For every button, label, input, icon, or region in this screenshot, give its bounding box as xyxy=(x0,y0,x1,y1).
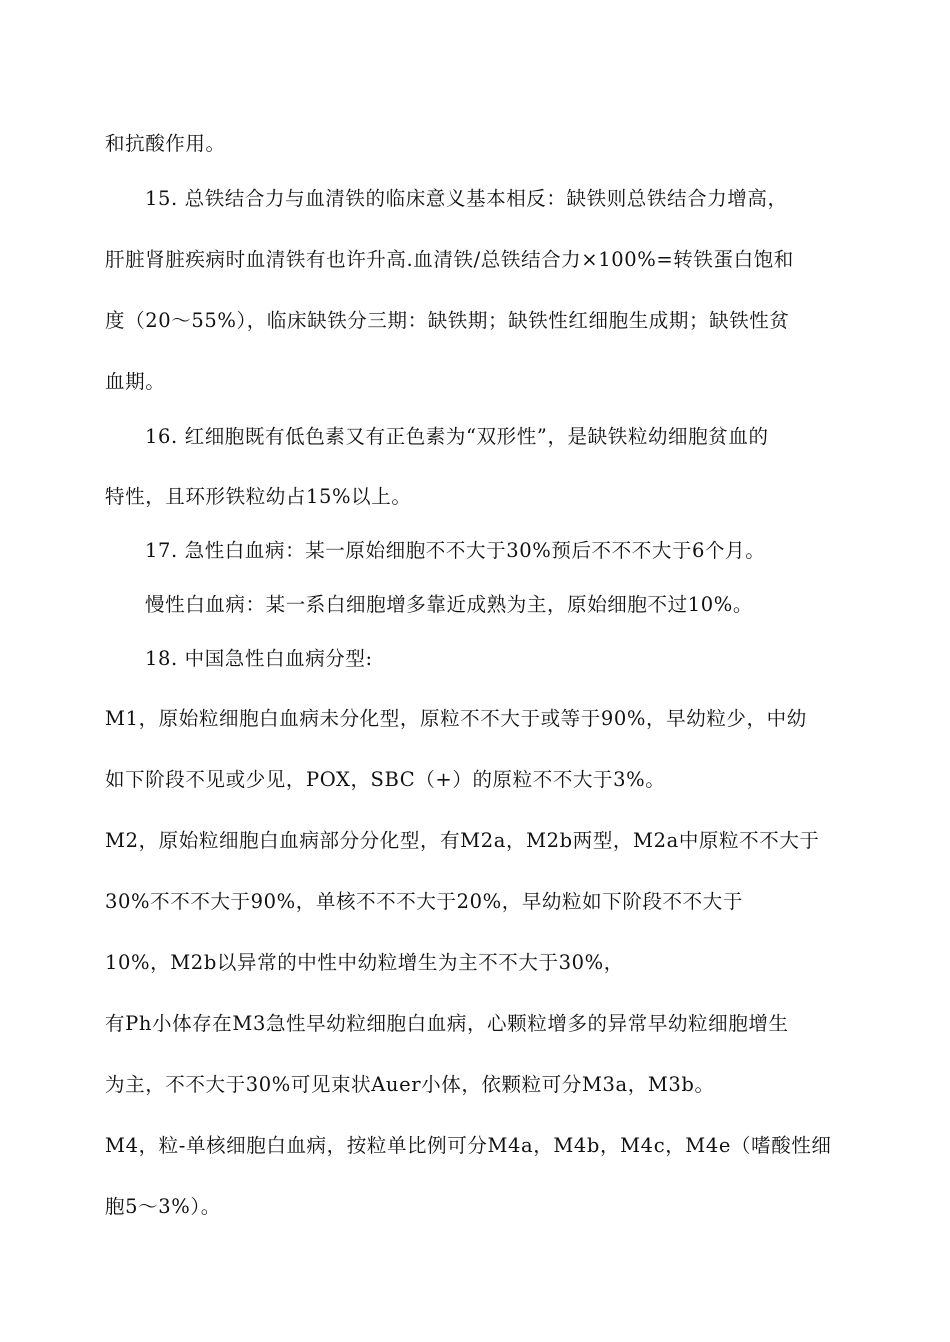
text-line: 度（20～55%），临床缺铁分三期：缺铁期；缺铁性红细胞生成期；缺铁性贫 xyxy=(105,309,790,332)
text-line: 肝脏肾脏疾病时血清铁有也许升高.血清铁/总铁结合力×100%=转铁蛋白饱和 xyxy=(105,248,794,271)
text-line: 和抗酸作用。 xyxy=(105,132,226,155)
text-line: 如下阶段不见或少见，POX，SBC（+）的原粒不不大于3%。 xyxy=(105,768,666,791)
text-line: 16. 红细胞既有低色素又有正色素为“双形性”，是缺铁粒幼细胞贫血的 xyxy=(145,425,769,448)
text-line: 18. 中国急性白血病分型: xyxy=(145,647,373,670)
text-line: 10%，M2b以异常的中性中幼粒增生为主不不大于30%， xyxy=(105,951,624,974)
text-line: M1，原始粒细胞白血病未分化型，原粒不不大于或等于90%，早幼粒少，中幼 xyxy=(105,707,807,730)
text-line: M4，粒-单核细胞白血病，按粒单比例可分M4a，M4b，M4c，M4e（嗜酸性细 xyxy=(105,1134,832,1157)
text-line: 为主，不不大于30%可见束状Auer小体，依颗粒可分M3a，M3b。 xyxy=(105,1073,715,1096)
text-line: 血期。 xyxy=(105,370,166,393)
text-line: 胞5～3%）。 xyxy=(105,1195,221,1218)
text-line: M2，原始粒细胞白血病部分分化型，有M2a，M2b两型，M2a中原粒不不大于 xyxy=(105,829,820,852)
text-line: 15. 总铁结合力与血清铁的临床意义基本相反：缺铁则总铁结合力增高， xyxy=(145,187,788,210)
text-line: 慢性白血病：某一系白细胞增多靠近成熟为主，原始细胞不过10%。 xyxy=(145,593,753,616)
text-line: 17. 急性白血病：某一原始细胞不不大于30%预后不不不大于6个月。 xyxy=(145,539,766,562)
text-line: 有Ph小体存在M3急性早幼粒细胞白血病，心颗粒增多的异常早幼粒细胞增生 xyxy=(105,1012,789,1035)
text-line: 30%不不不大于90%，单核不不不大于20%，早幼粒如下阶段不不大于 xyxy=(105,890,743,913)
text-line: 特性，且环形铁粒幼占15%以上。 xyxy=(105,485,412,508)
